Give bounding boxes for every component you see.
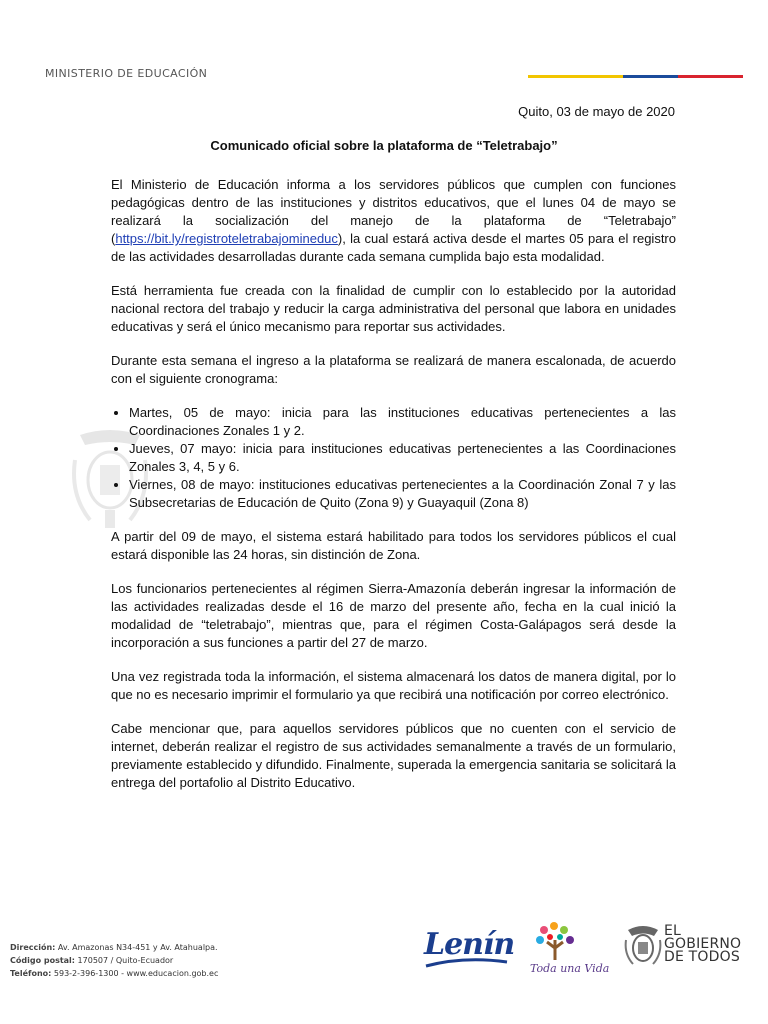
gobierno-shield-icon (624, 922, 662, 967)
lenin-swoosh-icon (424, 956, 509, 970)
paragraph-schedule-intro: Durante esta semana el ingreso a la plataforma se realizará de manera escalonada, de acuerdo con el siguiente cronograma: (111, 353, 676, 386)
paragraph-digital: Una vez registrada toda la información, el sistema almacenará los datos de manera digital, por lo que no es necesario imprimir el formulario ya que recibirá una notificación por correo electrónico. (111, 669, 676, 702)
schedule-list (111, 404, 676, 512)
list-item: • Jueves, 07 mayo: inicia para instituciones educativas pertenecientes a las Coordinaciones Zonales 3, 4, 5 y 6. (129, 440, 676, 476)
registration-link[interactable]: https://bit.ly/registroteletrabajomineduc (115, 231, 338, 246)
footer-postal: Código postal: 170507 / Quito-Ecuador (10, 956, 174, 965)
footer-address: Dirección: Av. Amazonas N34-451 y Av. Atahualpa. (10, 943, 218, 952)
toda-una-vida-text: Toda una Vida (530, 962, 610, 975)
toda-una-vida-tree-icon (530, 920, 580, 965)
ministry-header: MINISTERIO DE EDUCACIÓN (45, 67, 208, 80)
flag-bar-yellow (528, 75, 623, 78)
flag-bar-red (678, 75, 743, 78)
list-item: • Martes, 05 de mayo: inicia para las instituciones educativas pertenecientes a las Coordinaciones Zonales 1 y 2. (129, 404, 676, 440)
paragraph-regimes: Los funcionarios pertenecientes al régimen Sierra-Amazonía deberán ingresar la información de las actividades realizadas desde el 16 de marzo del presente año, fecha en la cual inició la modalidad de “teletrabajo”, mientras que, para el régimen Costa-Galápagos será desde la incorporación a sus funciones a partir del 27 de marzo. (111, 581, 676, 650)
document-date: Quito, 03 de mayo de 2020 (518, 104, 675, 119)
paragraph-no-internet: Cabe mencionar que, para aquellos servidores públicos que no cuenten con el servicio de internet, deberán realizar el registro de sus actividades semanalmente a través de un formulario, previamente establecido y difundido. Finalmente, superada la emergencia sanitaria se solicitará la entrega del portafolio al Distrito Educativo. (111, 721, 676, 790)
lenin-logo: Lenín (424, 927, 515, 962)
list-item: • Viernes, 08 de mayo: instituciones educativas pertenecientes a la Coordinación Zonal 7 y las Subsecretarias de Educación de Quito (Zona 9) y Guayaquil (Zona 8) (129, 476, 676, 512)
paragraph-intro: El Ministerio de Educación informa a los servidores públicos que cumplen con funciones pedagógicas dentro de las instituciones y distritos educativos, que el lunes 04 de mayo se realizará la socialización del manejo de la plataforma de “Teletrabajo” (https://bit.ly/registroteletrabajomineduc), la cual estará activa desde el martes 05 para el registro de las actividades desarrolladas durante cada semana cumplida bajo esta modalidad. (111, 177, 676, 264)
document-title: Comunicado oficial sobre la plataforma de “Teletrabajo” (210, 138, 558, 153)
footer-phone: Teléfono: 593-2-396-1300 - www.educacion.gob.ec (10, 969, 219, 978)
paragraph-availability: A partir del 09 de mayo, el sistema estará habilitado para todos los servidores públicos el cual estará disponible las 24 horas, sin distinción de Zona. (111, 529, 676, 562)
flag-bar-blue (623, 75, 678, 78)
document-body (111, 176, 676, 808)
gobierno-de-todos-logo: EL GOBIERNO DE TODOS (664, 923, 742, 965)
footer-contact (10, 941, 218, 980)
paragraph-tool: Está herramienta fue creada con la finalidad de cumplir con lo establecido por la autoridad nacional rectora del trabajo y reducir la carga administrativa del personal que labora en unidades educativas y será el único mecanismo para reportar sus actividades. (111, 283, 676, 334)
